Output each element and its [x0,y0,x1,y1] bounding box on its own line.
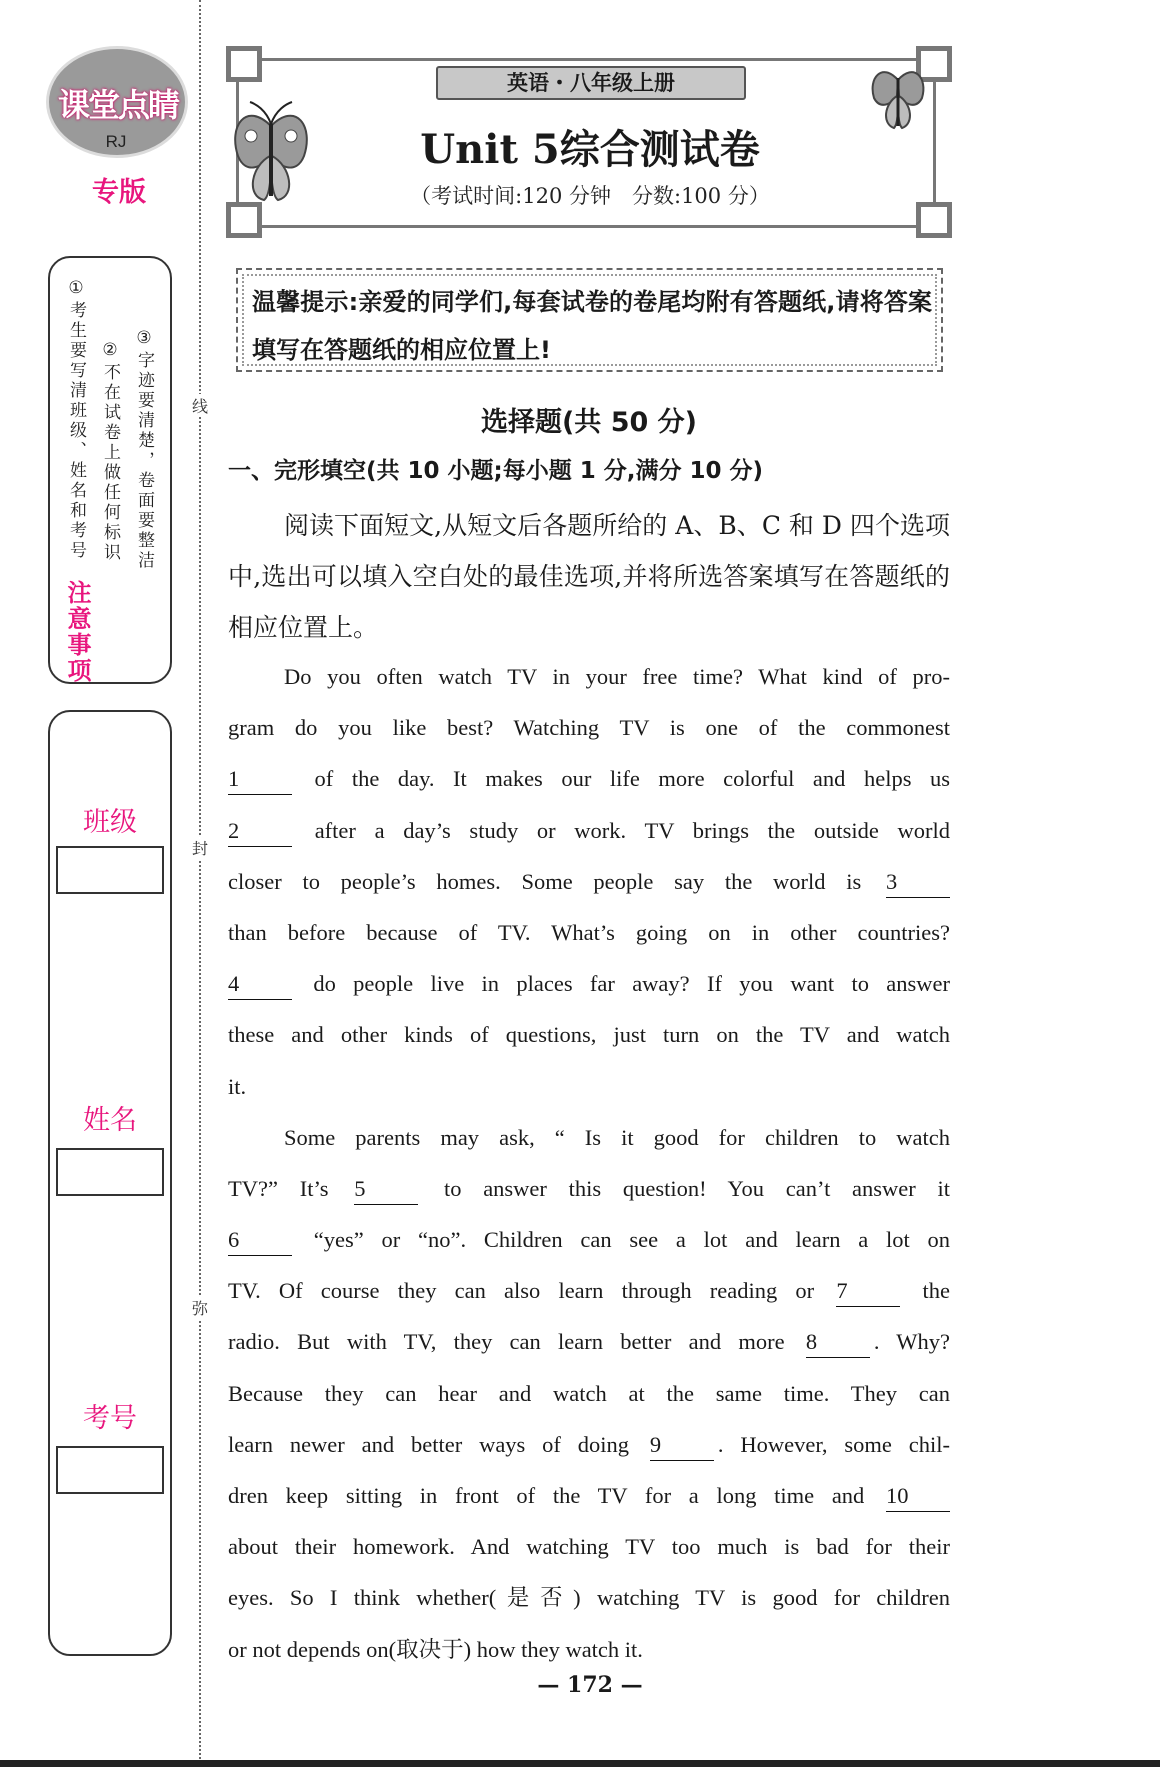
seal-mark: 封 [190,836,210,859]
cloze-passage [228,651,950,1675]
reminder-text: 温馨提示:亲爱的同学们,每套试卷的卷尾均附有答题纸,请将答案填写在答题纸的相应位置上! [252,288,932,364]
passage-line: radio. But with TV, they can learn better and more 8 . Why? [228,1316,950,1367]
passage-line: eyes. So I think whether(是否) watching TV is good for children [228,1585,950,1611]
bottom-bar [0,1760,1160,1767]
blank-10[interactable]: 10 [886,1481,950,1512]
blank-5[interactable]: 5 [354,1174,418,1205]
passage-line: about their homework. And watching TV too much is bad for their [228,1534,950,1560]
notice-title: 注意事项 [63,580,91,684]
blank-2[interactable]: 2 [228,816,292,847]
passage-line: TV. Of course they can also learn through reading or 7 the [228,1265,950,1316]
passage-line: or not depends on(取决于) how they watch it. [228,1636,643,1662]
page-number: — 172 — [537,1672,643,1698]
blank-6[interactable]: 6 [228,1225,292,1256]
edition-label: 专版 [92,177,146,208]
passage-line: 1 of the day. It makes our life more colorful and helps us [228,753,950,804]
passage-line: learn newer and better ways of doing 9 . However, some chil- [228,1419,950,1470]
brand-sub: RJ [105,132,127,151]
passage-line: TV?” It’s 5 to answer this question! You can’t answer it [228,1163,950,1214]
blank-8[interactable]: 8 [806,1327,870,1358]
brand-name: 课堂点睛 [57,86,178,124]
paper-title: Unit 5综合测试卷 [420,126,760,173]
corner-ornament [916,202,952,238]
passage-line: it. [228,1073,247,1099]
seal-mark: 弥 [190,1296,210,1319]
name-field[interactable] [56,1148,164,1196]
corner-ornament [226,46,262,82]
part-title: 一、完形填空(共 10 小题;每小题 1 分,满分 10 分) [228,458,764,484]
subject-tab: 英语・八年级上册 [436,66,746,100]
passage-line: 6 “yes” or “no”. Children can see a lot and learn a lot on [228,1214,950,1265]
blank-1[interactable]: 1 [228,764,292,795]
seal-mark: 线 [190,394,210,417]
passage-line: closer to people’s homes. Some people say the world is 3 [228,856,950,907]
passage-line: than before because of TV. What’s going on in other countries? [228,919,950,945]
passage-line: 4 do people live in places far away? If you want to answer [228,958,950,1009]
class-label: 班级 [83,807,137,838]
notice-item: ①考生要写清班级、姓名和考号 [66,278,86,561]
blank-3[interactable]: 3 [886,867,950,898]
seal-line [199,0,201,1767]
exam-info: （考试时间:120 分钟 分数:100 分） [410,184,770,208]
blank-9[interactable]: 9 [650,1430,714,1461]
passage-line: Do you often watch TV in your free time? What kind of pro- [284,664,950,689]
blank-7[interactable]: 7 [836,1276,900,1307]
passage-line: Because they can hear and watch at the same time. They can [228,1380,950,1406]
exam-id-field[interactable] [56,1446,164,1494]
passage-line: Some parents may ask, “ Is it good for children to watch [284,1124,950,1150]
passage-line: 2 after a day’s study or work. TV brings the outside world [228,805,950,856]
exam-id-label: 考号 [83,1403,137,1434]
blank-4[interactable]: 4 [228,969,292,1000]
class-field[interactable] [56,846,164,894]
section-title: 选择题(共 50 分) [480,407,698,438]
notice-item: ②不在试卷上做任何标识 [100,340,120,563]
passage-line: gram do you like best? Watching TV is one of the commonest [228,715,950,741]
name-label: 姓名 [83,1105,137,1136]
passage-line: dren keep sitting in front of the TV for a long time and 10 [228,1470,950,1521]
notice-item: ③字迹要清楚，卷面要整洁 [134,328,154,571]
instructions: 阅读下面短文,从短文后各题所给的 A、B、C 和 D 四个选项中,选出可以填入空白处的最佳选项,并将所选答案填写在答题纸的相应位置上。 [228,511,950,642]
passage-line: these and other kinds of questions, just turn on the TV and watch [228,1022,950,1048]
